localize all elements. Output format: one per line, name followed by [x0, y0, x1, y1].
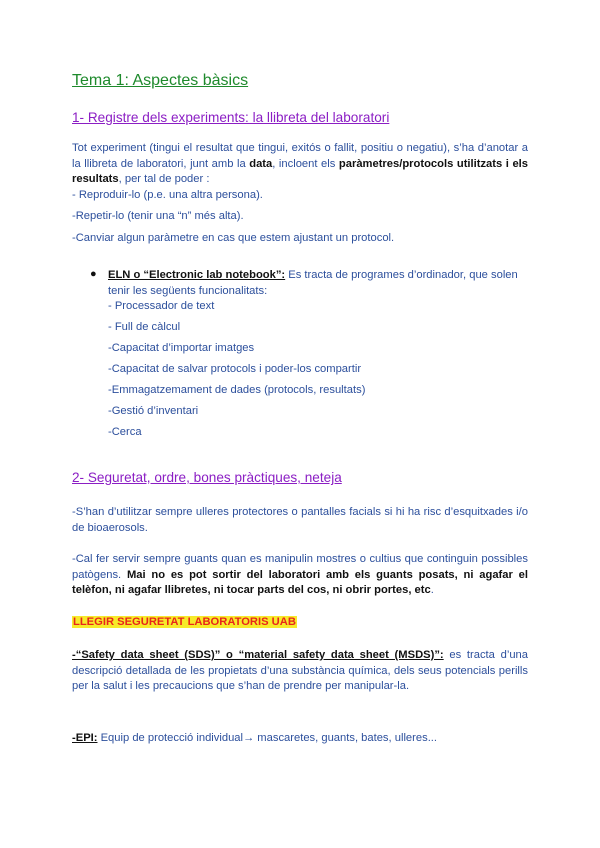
intro-text-b: , incloent els [272, 157, 339, 170]
intro-text-a: Tot experiment (tingui el resultat que tingui, exitós o fallit, positiu o negatiu), s’ha d’anotar a la llibreta de laboratori, junt amb la [72, 142, 528, 170]
gloves-rule: Mai no es pot sortir del laboratori amb els guants posats, ni agafar el telèfon, ni agafar llibretes, ni tocar parts del cos, ni obrir portes, etc [72, 568, 528, 597]
eln-item-share: -Capacitat de salvar protocols i poder-los compartir [108, 363, 362, 375]
intro-text-c: , per tal de poder : [118, 173, 210, 186]
intro-bold: paràmetres/protocols utilitzats i els resultats [72, 157, 529, 186]
reproduce-line: - Reproduir-lo (p.e. una altra persona). [72, 189, 263, 201]
eln-item-storage: -Emmagatzemament de dades (protocols, resultats) [108, 384, 366, 396]
eln-item-inventory: -Gestió d’inventari [108, 405, 199, 417]
safety-goggles-paragraph: -S’han d’utilitzar sempre ulleres protectores o pantalles facials si hi ha risc d’esquitxades i/o de bioaerosols. [72, 506, 528, 534]
section-2-heading: 2- Seguretat, ordre, bones pràctiques, neteja [72, 470, 342, 485]
epi-label: -EPI: [72, 732, 98, 744]
page-title: Tema 1: Aspectes bàsics [72, 72, 249, 89]
adjust-line: -Canviar algun paràmetre en cas que estem ajustant un protocol. [72, 232, 395, 244]
epi-text: Equip de protecció individual→ mascaretes, guants, bates, ulleres... [97, 732, 438, 744]
eln-label: ELN o “Electronic lab notebook”: [108, 269, 286, 281]
section-1-intro [72, 141, 528, 188]
eln-item-search: -Cerca [108, 426, 142, 438]
intro-data: data [249, 157, 273, 170]
gloves-text: -Cal fer servir sempre guants quan es manipulin mostres o cultius que continguin possibles patògens. [72, 553, 528, 581]
eln-item-text-processor: - Processador de text [108, 300, 215, 312]
eln-item-spreadsheet: - Full de càlcul [108, 321, 181, 333]
bullet-dot-icon: ● [90, 268, 97, 280]
section-1-heading: 1- Registre dels experiments: la llibreta del laboratori [72, 110, 390, 125]
epi-paragraph [72, 731, 528, 747]
gloves-paragraph [72, 552, 528, 599]
repeat-line: -Repetir-lo (tenir una “n” més alta). [72, 210, 244, 222]
sds-label: -“Safety data sheet (SDS)” o “material safety data sheet (MSDS)”: [72, 649, 444, 661]
sds-text: es tracta d’una descripció detallada de les propietats d’una substància química, dels seus potencials perills per la salut i les precaucions que s’han de prendre per manipular-la. [72, 649, 528, 693]
gloves-end: . [430, 584, 434, 597]
eln-item-images: -Capacitat d’importar imatges [108, 342, 255, 354]
safety-warning-highlight: LLEGIR SEGURETAT LABORATORIS UAB [73, 616, 296, 628]
sds-paragraph [72, 648, 528, 695]
eln-text: Es tracta de programes d’ordinador, que solen tenir les següents funcionalitats: [108, 269, 518, 297]
eln-description [108, 268, 528, 299]
